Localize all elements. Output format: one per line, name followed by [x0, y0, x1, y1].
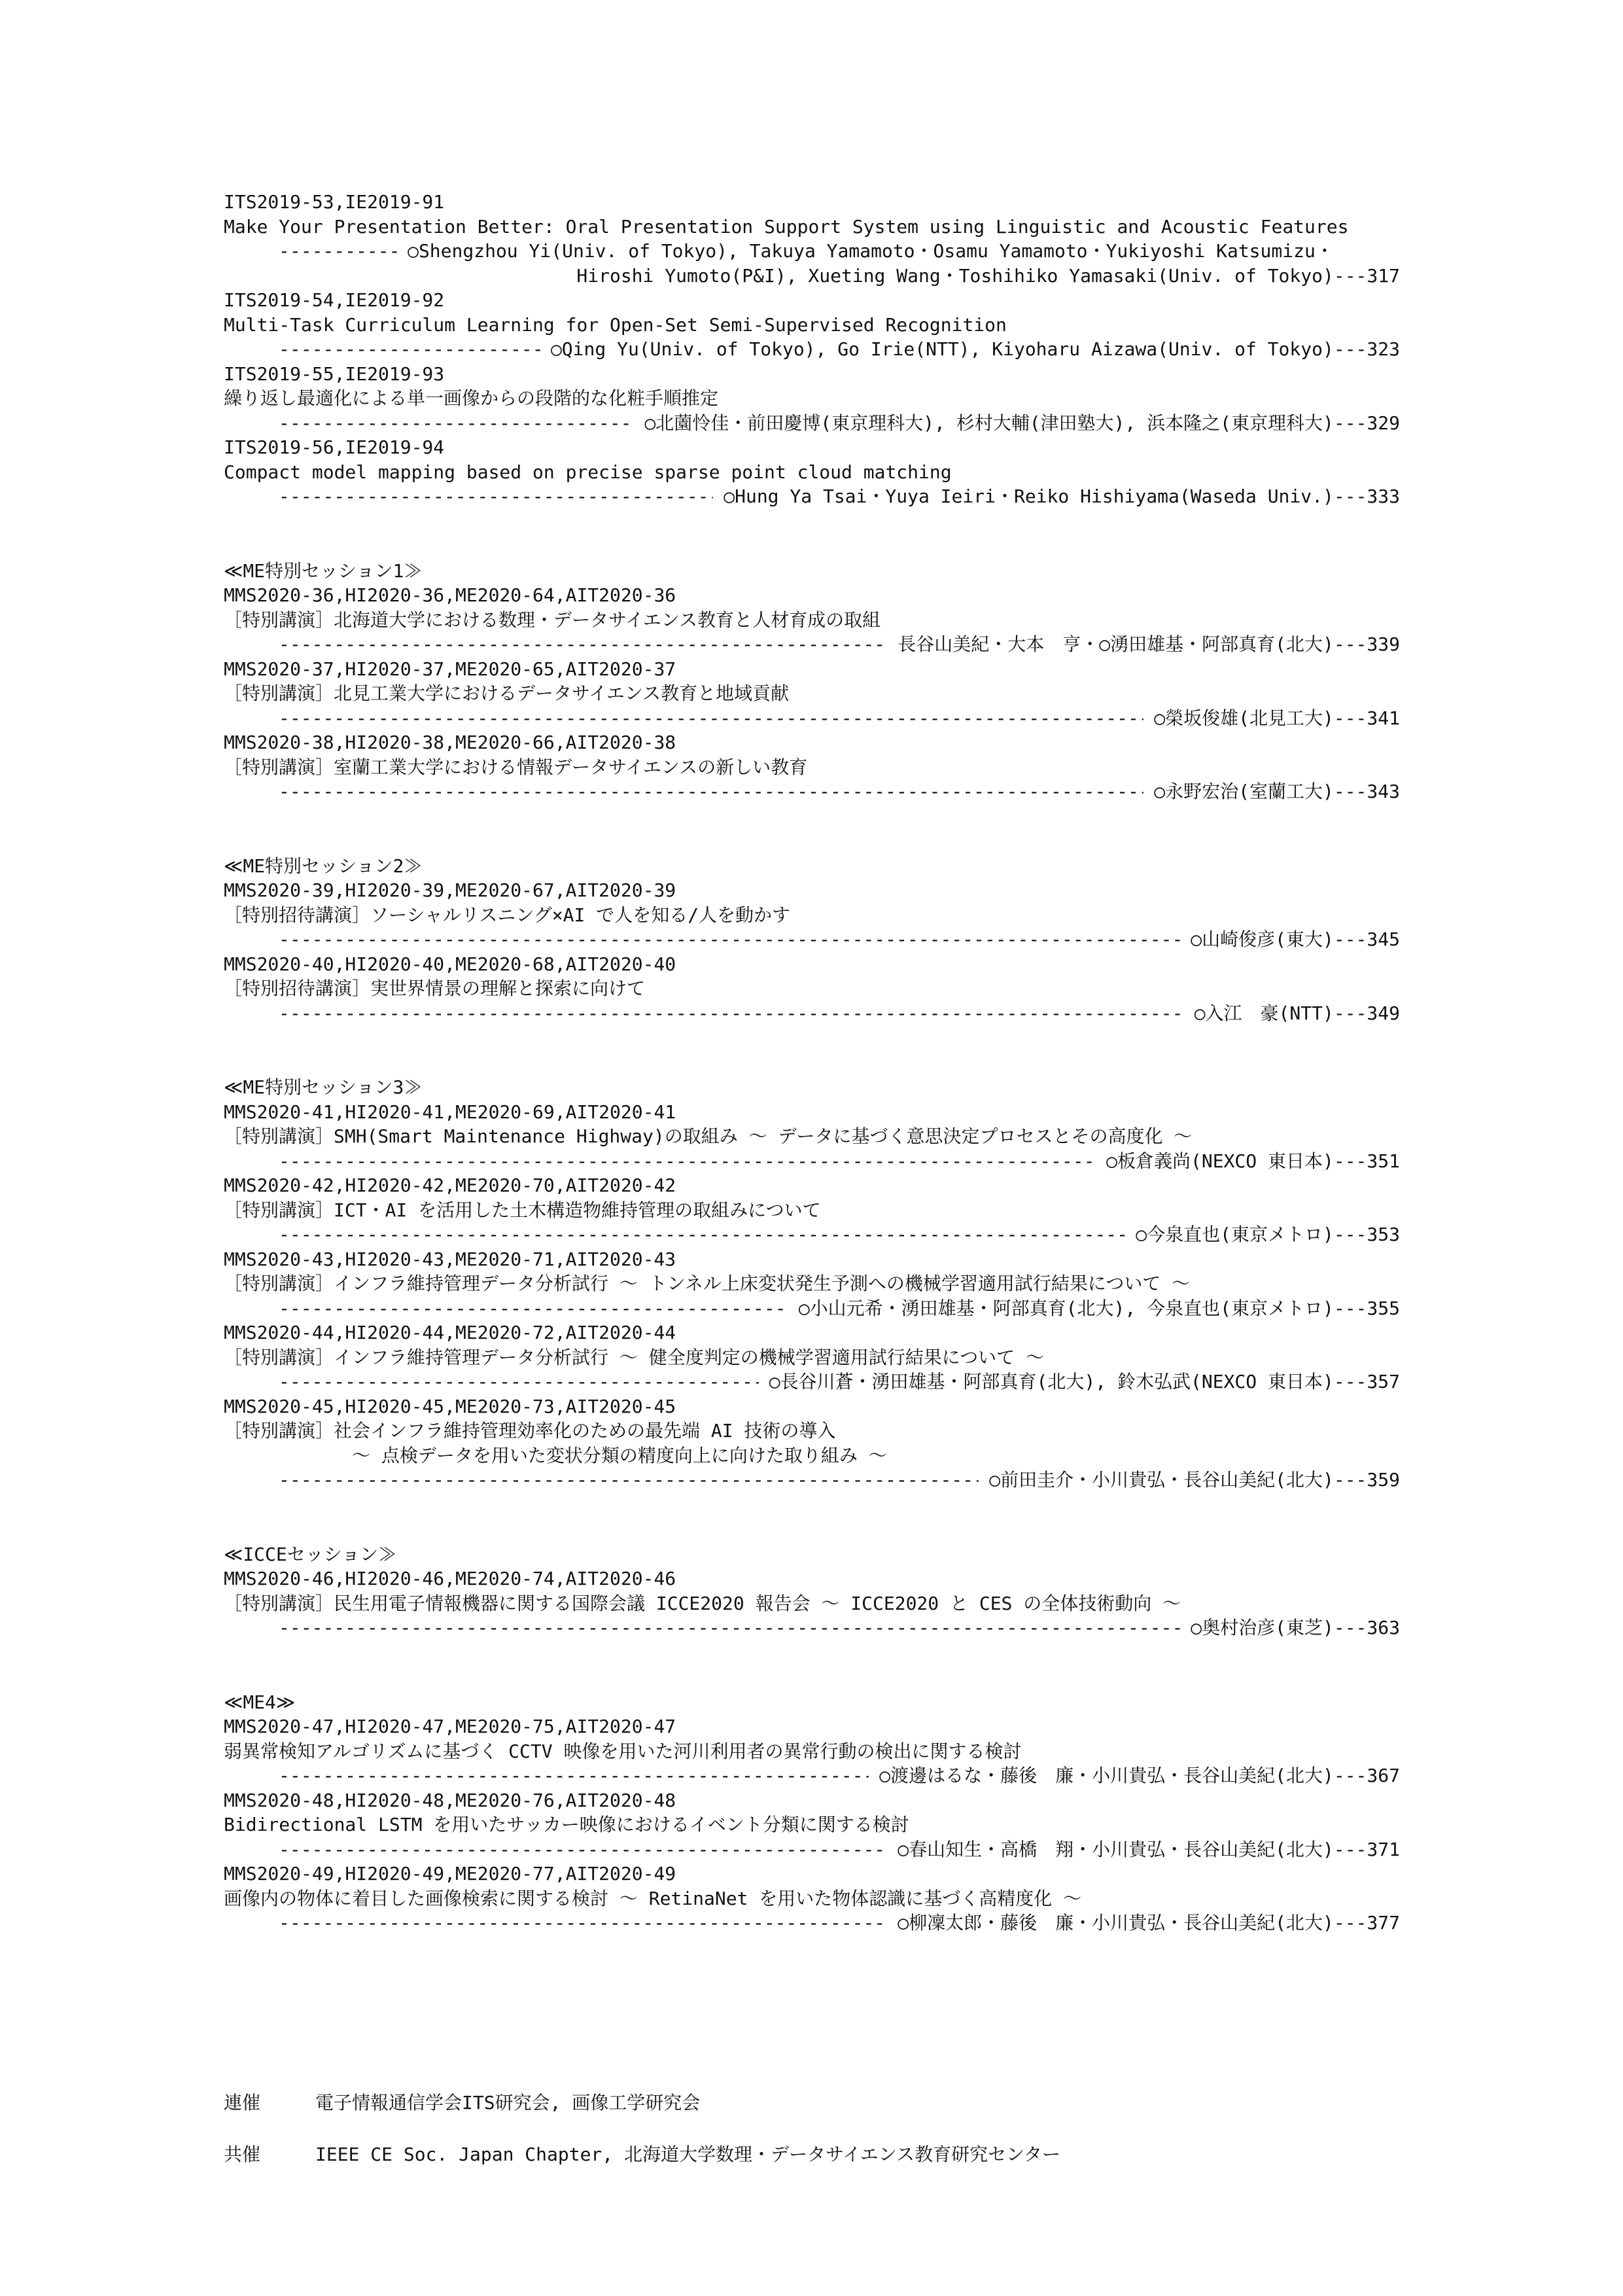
session-group [224, 1075, 1400, 1492]
session-group [224, 1690, 1400, 1935]
paper-subtitle: 〜 点検データを用いた変状分類の精度向上に向けた取り組み 〜 [352, 1444, 887, 1466]
paper-title: ［特別講演］インフラ維持管理データ分析試行 〜 トンネル上床変状発生予測への機械学習適用試行結果について 〜 [224, 1273, 1191, 1294]
paper-id: MMS2020-43,HI2020-43,ME2020-71,AIT2020-43 [224, 1248, 676, 1270]
paper-title: ［特別講演］ICT・AI を活用した土木構造物維持管理の取組みについて [224, 1199, 821, 1221]
cosponsor-label: 連催 [224, 2092, 261, 2113]
dash-leader [279, 239, 397, 264]
dash-leader [279, 1222, 1125, 1247]
paper-entry [224, 583, 1400, 657]
paper-title: Bidirectional LSTM を用いたサッカー映像におけるイベント分類に関する検討 [224, 1814, 909, 1835]
paper-authors: 長谷山美紀・大本 亨・○湧田雄基・阿部真育(北大) [898, 633, 1334, 655]
paper-authors: ○Shengzhou Yi(Univ. of Tokyo), Takuya Yamamoto・Osamu Yamamoto・Yukiyoshi Katsumizu・ [408, 240, 1334, 262]
page-number: ---339 [1333, 633, 1400, 655]
paper-id: MMS2020-47,HI2020-47,ME2020-75,AIT2020-47 [224, 1716, 676, 1737]
author-line [224, 927, 1400, 952]
paper-id: MMS2020-46,HI2020-46,ME2020-74,AIT2020-46 [224, 1568, 676, 1589]
author-line [224, 706, 1400, 731]
paper-id: MMS2020-44,HI2020-44,ME2020-72,AIT2020-44 [224, 1322, 676, 1343]
paper-entry [224, 1714, 1400, 1788]
dash-leader [279, 1369, 759, 1394]
paper-authors: ○板倉義尚(NEXCO 東日本) [1106, 1150, 1334, 1172]
paper-authors: ○小山元希・湧田雄基・阿部真育(北大), 今泉直也(東京メトロ) [798, 1297, 1334, 1319]
session-group [224, 190, 1400, 509]
paper-title: ［特別招待講演］実世界情景の理解と探索に向けて [224, 978, 646, 999]
page-number: ---343 [1333, 781, 1400, 802]
page-number: ---349 [1333, 1002, 1400, 1024]
dash-leader [279, 1616, 1180, 1640]
paper-id: MMS2020-48,HI2020-48,ME2020-76,AIT2020-48 [224, 1789, 676, 1811]
paper-id: ITS2019-54,IE2019-92 [224, 289, 445, 311]
paper-title: ［特別招待講演］ソーシャルリスニング×AI で人を知る/人を動かす [224, 904, 791, 926]
page-number: ---341 [1333, 707, 1400, 729]
page-number: ---357 [1333, 1371, 1400, 1392]
page-number: ---371 [1333, 1838, 1400, 1860]
paper-title: ［特別講演］北見工業大学におけるデータサイエンス教育と地域貢献 [224, 682, 790, 704]
paper-authors: ○今泉直也(東京メトロ) [1136, 1224, 1334, 1245]
paper-id: MMS2020-36,HI2020-36,ME2020-64,AIT2020-36 [224, 584, 676, 606]
page-number: ---355 [1333, 1297, 1400, 1319]
page-number: ---353 [1333, 1224, 1400, 1245]
coorganizer-row [224, 2140, 1400, 2165]
paper-title: ［特別講演］北海道大学における数理・データサイエンス教育と人材育成の取組 [224, 609, 881, 631]
paper-entry [224, 1173, 1400, 1247]
dash-leader [279, 779, 1143, 804]
author-line [224, 1222, 1400, 1247]
paper-title: 弱異常検知アルゴリズムに基づく CCTV 映像を用いた河川利用者の異常行動の検出に関する検討 [224, 1740, 1022, 1762]
paper-entry [224, 1788, 1400, 1862]
paper-id: MMS2020-41,HI2020-41,ME2020-69,AIT2020-41 [224, 1101, 676, 1123]
author-line [224, 1468, 1400, 1492]
paper-entry [224, 1566, 1400, 1640]
cosponsor-text: 電子情報通信学会ITS研究会, 画像工学研究会 [315, 2092, 701, 2113]
author-line [224, 411, 1400, 436]
dash-leader [279, 484, 713, 509]
paper-authors: ○春山知生・高橋 翔・小川貴弘・長谷山美紀(北大) [898, 1838, 1334, 1860]
dash-leader [279, 411, 634, 436]
author-line [224, 1001, 1400, 1026]
page-filler [1334, 239, 1400, 264]
paper-entry [224, 952, 1400, 1026]
page-number: ---345 [1333, 928, 1400, 950]
session-heading: ≪ME特別セッション3≫ [224, 1076, 423, 1098]
paper-authors: ○Hung Ya Tsai・Yuya Ieiri・Reiko Hishiyama(Waseda Univ.) [724, 486, 1334, 507]
page-number: ---333 [1333, 486, 1400, 507]
paper-authors: ○柳凜太郎・藤後 廉・小川貴弘・長谷山美紀(北大) [898, 1912, 1334, 1934]
paper-authors-continued: Hiroshi Yumoto(P&I), Xueting Wang・Toshihiko Yamasaki(Univ. of Tokyo) [576, 264, 1334, 287]
author-line [224, 632, 1400, 657]
dash-leader [279, 1911, 887, 1935]
paper-entry [224, 435, 1400, 509]
paper-id: MMS2020-45,HI2020-45,ME2020-73,AIT2020-45 [224, 1395, 676, 1417]
session-heading: ≪ME特別セッション1≫ [224, 559, 423, 582]
paper-authors: ○入江 豪(NTT) [1194, 1002, 1334, 1024]
paper-entry [224, 878, 1400, 952]
dash-leader [279, 1149, 1096, 1174]
dash-leader [279, 1763, 869, 1788]
page-number: ---351 [1333, 1150, 1400, 1172]
paper-title: ［特別講演］民生用電子情報機器に関する国際会議 ICCE2020 報告会 〜 ICCE2020 と CES の全体技術動向 〜 [224, 1592, 1181, 1614]
paper-title: ［特別講演］社会インフラ維持管理効率化のための最先端 AI 技術の導入 [224, 1420, 836, 1441]
author-line [224, 484, 1400, 509]
paper-entry [224, 1862, 1400, 1935]
session-heading: ≪ME特別セッション2≫ [224, 855, 423, 877]
session-heading: ≪ME4≫ [224, 1691, 296, 1713]
dash-leader [279, 337, 540, 362]
paper-entry [224, 730, 1400, 804]
dash-leader [279, 1837, 887, 1862]
page-number: ---363 [1333, 1617, 1400, 1638]
author-line [224, 1616, 1400, 1640]
author-line [224, 1369, 1400, 1394]
paper-entry [224, 1100, 1400, 1174]
author-line [224, 1296, 1400, 1321]
paper-id: ITS2019-55,IE2019-93 [224, 362, 445, 385]
dash-leader [279, 706, 1143, 731]
paper-id: MMS2020-42,HI2020-42,ME2020-70,AIT2020-42 [224, 1174, 676, 1196]
program-listing [224, 190, 1400, 1935]
session-group [224, 854, 1400, 1026]
paper-id: MMS2020-38,HI2020-38,ME2020-66,AIT2020-38 [224, 732, 676, 753]
author-line [224, 1911, 1400, 1935]
paper-title: Multi-Task Curriculum Learning for Open-Set Semi-Supervised Recognition [224, 313, 1007, 336]
dash-leader [279, 1296, 788, 1321]
paper-title: ［特別講演］SMH(Smart Maintenance Highway)の取組み 〜 データに基づく意思決定プロセスとその高度化 〜 [224, 1125, 1193, 1147]
page-number: ---377 [1333, 1912, 1400, 1934]
author-line [224, 1149, 1400, 1174]
paper-authors: ○榮坂俊雄(北見工大) [1154, 707, 1334, 729]
dash-leader [279, 1001, 1184, 1026]
paper-authors: ○渡邊はるな・藤後 廉・小川貴弘・長谷山美紀(北大) [879, 1765, 1334, 1786]
paper-entry [224, 288, 1400, 362]
paper-authors: ○前田圭介・小川貴弘・長谷山美紀(北大) [989, 1469, 1334, 1491]
session-group [224, 1542, 1400, 1640]
cosponsor-row [224, 2089, 1400, 2113]
page-number: ---359 [1333, 1469, 1400, 1491]
paper-authors: ○永野宏治(室蘭工大) [1154, 781, 1334, 802]
paper-title: ［特別講演］インフラ維持管理データ分析試行 〜 健全度判定の機械学習適用試行結果について 〜 [224, 1346, 1045, 1368]
paper-entry [224, 657, 1400, 731]
paper-id: ITS2019-53,IE2019-91 [224, 191, 445, 213]
paper-entry [224, 1247, 1400, 1321]
dash-leader [279, 927, 1180, 952]
author-line [224, 1763, 1400, 1788]
page-number: ---317 [1333, 264, 1400, 287]
author-line [224, 337, 1400, 362]
author-line [224, 1837, 1400, 1862]
paper-title: 画像内の物体に着目した画像検索に関する検討 〜 RetinaNet を用いた物体認識に基づく高精度化 〜 [224, 1887, 1082, 1909]
sponsor-footer [224, 2089, 1400, 2191]
author-line [224, 239, 1400, 264]
paper-entry [224, 190, 1400, 288]
paper-id: ITS2019-56,IE2019-94 [224, 436, 445, 458]
session-group [224, 559, 1400, 804]
paper-id: MMS2020-49,HI2020-49,ME2020-77,AIT2020-49 [224, 1863, 676, 1884]
dash-leader [279, 1468, 979, 1492]
session-heading: ≪ICCEセッション≫ [224, 1543, 397, 1565]
paper-title: Make Your Presentation Better: Oral Presentation Support System using Linguistic and Acoustic Features [224, 215, 1349, 238]
author-line-continued [224, 264, 1400, 289]
page-number: ---367 [1333, 1765, 1400, 1786]
paper-title: 繰り返し最適化による単一画像からの段階的な化粧手順推定 [224, 387, 719, 409]
paper-title: ［特別講演］室蘭工業大学における情報データサイエンスの新しい教育 [224, 756, 808, 778]
paper-title: Compact model mapping based on precise sparse point cloud matching [224, 461, 952, 483]
paper-entry [224, 1394, 1400, 1492]
coorganizer-label: 共催 [224, 2143, 261, 2165]
author-line [224, 779, 1400, 804]
paper-entry [224, 362, 1400, 436]
coorganizer-text: IEEE CE Soc. Japan Chapter, 北海道大学数理・データサイエンス教育研究センター [315, 2143, 1060, 2165]
paper-authors: ○北薗怜佳・前田慶博(東京理科大), 杉村大輔(津田塾大), 浜本隆之(東京理科大) [644, 412, 1334, 434]
page-number: ---323 [1333, 338, 1400, 360]
paper-authors: ○山崎俊彦(東大) [1191, 928, 1334, 950]
paper-id: MMS2020-37,HI2020-37,ME2020-65,AIT2020-37 [224, 658, 676, 680]
paper-entry [224, 1320, 1400, 1394]
paper-authors: ○奥村治彦(東芝) [1191, 1617, 1334, 1638]
paper-authors: ○Qing Yu(Univ. of Tokyo), Go Irie(NTT), Kiyoharu Aizawa(Univ. of Tokyo) [550, 338, 1334, 360]
page-number: ---329 [1333, 412, 1400, 434]
dash-leader [279, 632, 887, 657]
paper-id: MMS2020-40,HI2020-40,ME2020-68,AIT2020-40 [224, 953, 676, 975]
paper-id: MMS2020-39,HI2020-39,ME2020-67,AIT2020-39 [224, 879, 676, 901]
paper-authors: ○長谷川蒼・湧田雄基・阿部真育(北大), 鈴木弘武(NEXCO 東日本) [769, 1371, 1334, 1392]
